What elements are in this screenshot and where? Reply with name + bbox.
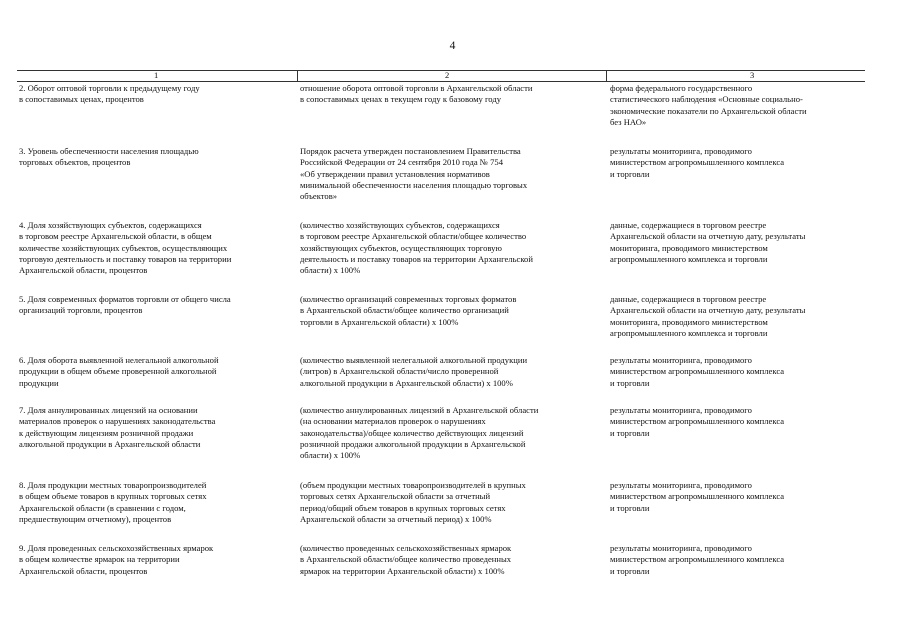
method-cell: Порядок расчета утвержден постановлением Правительства Российской Федерации от 24 сентября 2010 года № 754 «Об утверждении правил установления нормативов минимальной обеспеченности населения площадью торговых объектов»: [300, 146, 528, 202]
method-cell: (количество выявленной нелегальной алкогольной продукции (литров) в Архангельской области/число проверенной алкогольной продукции в Архангельской области) x 100%: [300, 355, 528, 388]
method-cell: (количество аннулированных лицензий в Архангельской области (на основании материалов проверок о нарушениях законодательства)/общее количество действующих лицензий розничной продажи алкогольной продукции в Архангельской области) x 100%: [300, 405, 539, 461]
indicator-cell: 5. Доля современных форматов торговли от общего числа организаций торговли, процентов: [19, 294, 231, 316]
page-number: 4: [449, 40, 456, 52]
source-cell: результаты мониторинга, проводимого министерством агропромышленного комплекса и торговли: [610, 355, 785, 388]
source-cell: форма федерального государственного статистического наблюдения «Основные социально- экономические показатели по Архангельской области без НАО»: [610, 83, 807, 127]
source-cell: результаты мониторинга, проводимого министерством агропромышленного комплекса и торговли: [610, 480, 785, 513]
method-cell: (количество проведенных сельскохозяйственных ярмарок в Архангельской области/общее количество проведенных ярмарок на территории Архангельской области) x 100%: [300, 543, 512, 576]
source-cell: результаты мониторинга, проводимого министерством агропромышленного комплекса и торговли: [610, 543, 785, 576]
method-cell: (объем продукции местных товаропроизводителей в крупных торговых сетях Архангельской области за отчетный период/общий объем товаров в крупных торговых сетях Архангельской области за отчетный период) x 100%: [300, 480, 526, 524]
column-header-2: 2: [445, 70, 450, 80]
method-cell: (количество хозяйствующих субъектов, содержащихся в торговом реестре Архангельской области/общее количество хозяйствующих субъектов, осуществляющих торговую деятельность и поставку товаров на территории Архангельской области) x 100%: [300, 220, 533, 276]
column-divider: [606, 71, 607, 81]
indicator-cell: 4. Доля хозяйствующих субъектов, содержащихся в торговом реестре Архангельской области, в общем количестве хозяйствующих субъектов, осуществляющих торговую деятельность и поставку товаров на территории Архангельской области, процентов: [19, 220, 232, 276]
indicator-cell: 6. Доля оборота выявленной нелегальной алкогольной продукции в общем объеме проверенной алкогольной продукции: [19, 355, 219, 388]
indicator-cell: 2. Оборот оптовой торговли к предыдущему году в сопоставимых ценах, процентов: [19, 83, 200, 105]
indicator-cell: 8. Доля продукции местных товаропроизводителей в общем объеме товаров в крупных торговых сетях Архангельской области (в сравнении с годом, предшествующим отчетному), процентов: [19, 480, 207, 524]
column-divider: [297, 71, 298, 81]
column-header-3: 3: [750, 70, 755, 80]
source-cell: результаты мониторинга, проводимого министерством агропромышленного комплекса и торговли: [610, 146, 785, 179]
indicator-cell: 7. Доля аннулированных лицензий на основании материалов проверок о нарушениях законодательства к действующим лицензиям розничной продажи алкогольной продукции в Архангельской области: [19, 405, 216, 449]
source-cell: данные, содержащиеся в торговом реестре Архангельской области на отчетную дату, результаты мониторинга, проводимого министерством агропромышленного комплекса и торговли: [610, 220, 806, 264]
table-header: [17, 70, 865, 82]
indicator-cell: 9. Доля проведенных сельскохозяйственных ярмарок в общем количестве ярмарок на территории Архангельской области, процентов: [19, 543, 214, 576]
method-cell: (количество организаций современных торговых форматов в Архангельской области/общее количество организаций торговли в Архангельской области) x 100%: [300, 294, 517, 327]
method-cell: отношение оборота оптовой торговли в Архангельской области в сопоставимых ценах в текущем году к базовому году: [300, 83, 533, 105]
column-header-1: 1: [154, 70, 159, 80]
source-cell: результаты мониторинга, проводимого министерством агропромышленного комплекса и торговли: [610, 405, 785, 438]
indicator-cell: 3. Уровень обеспеченности населения площадью торговых объектов, процентов: [19, 146, 199, 168]
source-cell: данные, содержащиеся в торговом реестре Архангельской области на отчетную дату, результаты мониторинга, проводимого министерством агропромышленного комплекса и торговли: [610, 294, 806, 338]
